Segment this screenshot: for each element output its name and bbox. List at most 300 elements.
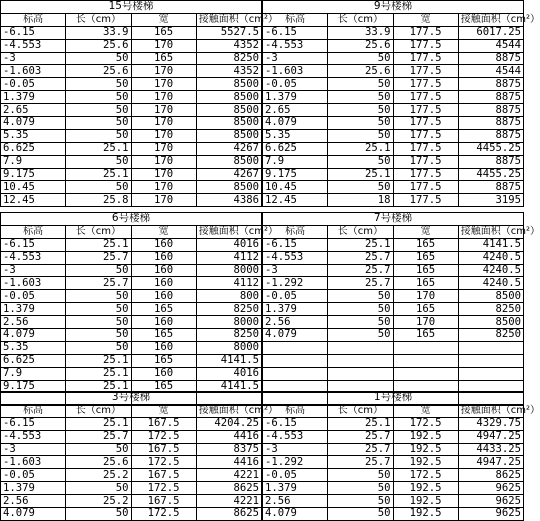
table-cell[interactable]: 8000: [196, 341, 261, 354]
table-cell[interactable]: 9625: [458, 482, 523, 495]
table-cell[interactable]: 160: [131, 238, 196, 251]
table-cell[interactable]: 50: [66, 316, 131, 329]
table-cell[interactable]: 50: [66, 264, 131, 277]
table-cell[interactable]: 165: [131, 303, 196, 316]
table-cell[interactable]: 50: [66, 104, 131, 117]
column-header[interactable]: 接触面积（cm²）: [458, 225, 523, 238]
table-cell[interactable]: 25.2: [66, 495, 131, 508]
column-header[interactable]: 长（cm）: [328, 225, 393, 238]
table-cell[interactable]: 165: [393, 277, 458, 290]
table-cell[interactable]: 4329.75: [458, 417, 523, 430]
table-cell[interactable]: 25.1: [66, 380, 131, 393]
table-cell[interactable]: 8875: [458, 181, 523, 194]
table-cell[interactable]: 800: [196, 290, 261, 303]
table-cell[interactable]: 4221: [196, 469, 261, 482]
table-cell[interactable]: 167.5: [131, 443, 196, 456]
table-cell[interactable]: 50: [328, 78, 393, 91]
table-cell[interactable]: 7.9: [1, 367, 66, 380]
table-cell[interactable]: 177.5: [393, 194, 458, 207]
table-cell[interactable]: 4416: [196, 430, 261, 443]
table-cell[interactable]: 8875: [458, 117, 523, 130]
table-cell[interactable]: 9.175: [1, 380, 66, 393]
table-cell[interactable]: 9625: [458, 508, 523, 521]
table-cell[interactable]: 170: [131, 65, 196, 78]
table-cell[interactable]: 50: [328, 329, 393, 342]
table-cell[interactable]: -4.553: [1, 39, 66, 52]
table-cell[interactable]: 4141.5: [196, 354, 261, 367]
empty-cell[interactable]: [458, 341, 523, 354]
table-cell[interactable]: 177.5: [393, 168, 458, 181]
table-cell[interactable]: 50: [66, 508, 131, 521]
table-cell[interactable]: 50: [66, 78, 131, 91]
table-row: [1, 264, 262, 277]
table-title[interactable]: 1号楼梯: [263, 392, 524, 405]
table-cell[interactable]: 50: [66, 329, 131, 342]
table-cell[interactable]: -1.292: [263, 277, 328, 290]
table-cell[interactable]: 8875: [458, 129, 523, 142]
table-cell[interactable]: 8875: [458, 91, 523, 104]
table-cell[interactable]: 8875: [458, 52, 523, 65]
table-cell[interactable]: 4352: [196, 39, 261, 52]
table-cell[interactable]: 4.079: [1, 329, 66, 342]
table-cell[interactable]: 3195: [458, 194, 523, 207]
column-header[interactable]: 标高: [1, 404, 66, 417]
table-cell[interactable]: 2.56: [1, 316, 66, 329]
table-cell[interactable]: 50: [328, 316, 393, 329]
empty-cell[interactable]: [458, 354, 523, 367]
table-cell[interactable]: -1.603: [1, 456, 66, 469]
empty-cell[interactable]: [328, 354, 393, 367]
table-cell[interactable]: 4.079: [263, 508, 328, 521]
table-cell[interactable]: 177.5: [393, 104, 458, 117]
table-cell[interactable]: 6.625: [263, 142, 328, 155]
table-cell[interactable]: 177.5: [393, 26, 458, 39]
table-cell[interactable]: 25.7: [328, 456, 393, 469]
table-cell[interactable]: 6017.25: [458, 26, 523, 39]
table-cell[interactable]: 25.1: [328, 142, 393, 155]
table-cell[interactable]: 8500: [196, 181, 261, 194]
table-cell[interactable]: 25.1: [66, 142, 131, 155]
table-cell[interactable]: 160: [131, 316, 196, 329]
table-cell[interactable]: 4016: [196, 367, 261, 380]
table-cell[interactable]: 50: [328, 290, 393, 303]
table-cell[interactable]: 1.379: [1, 91, 66, 104]
table-cell[interactable]: 170: [131, 117, 196, 130]
table-cell[interactable]: -4.553: [263, 430, 328, 443]
table-cell[interactable]: 25.6: [328, 65, 393, 78]
table-cell[interactable]: -4.553: [1, 430, 66, 443]
table-cell[interactable]: 4386: [196, 194, 261, 207]
table-cell[interactable]: 50: [328, 495, 393, 508]
table-cell[interactable]: 1.379: [1, 303, 66, 316]
table-cell[interactable]: 25.7: [328, 443, 393, 456]
table-cell[interactable]: -0.05: [263, 469, 328, 482]
empty-cell[interactable]: [393, 341, 458, 354]
table-cell[interactable]: 160: [131, 277, 196, 290]
table-cell[interactable]: 4.079: [263, 329, 328, 342]
table-cell[interactable]: 4267: [196, 168, 261, 181]
table-title[interactable]: 6号楼梯: [1, 213, 262, 226]
table-cell[interactable]: 25.1: [66, 417, 131, 430]
table-cell[interactable]: 8000: [196, 264, 261, 277]
table-cell[interactable]: 18: [328, 194, 393, 207]
table-cell[interactable]: 192.5: [393, 443, 458, 456]
table-cell[interactable]: 6.625: [1, 142, 66, 155]
table-cell[interactable]: 8500: [458, 316, 523, 329]
table-cell[interactable]: 170: [131, 181, 196, 194]
table-cell[interactable]: 8500: [196, 129, 261, 142]
table-cell[interactable]: 4.079: [263, 117, 328, 130]
table-cell[interactable]: 25.8: [66, 194, 131, 207]
table-cell[interactable]: 25.1: [328, 238, 393, 251]
table-cell[interactable]: 172.5: [393, 469, 458, 482]
table-cell[interactable]: 25.1: [66, 168, 131, 181]
column-header[interactable]: 标高: [1, 225, 66, 238]
column-header[interactable]: 长（cm）: [66, 404, 131, 417]
table-cell[interactable]: 5.35: [1, 129, 66, 142]
empty-cell[interactable]: [328, 341, 393, 354]
table-cell[interactable]: 165: [393, 264, 458, 277]
table-cell[interactable]: 4240.5: [458, 264, 523, 277]
table-cell[interactable]: 25.2: [66, 469, 131, 482]
table-cell[interactable]: 6.625: [1, 354, 66, 367]
table-cell[interactable]: 170: [131, 129, 196, 142]
table-cell[interactable]: 9.175: [1, 168, 66, 181]
table-cell[interactable]: 4544: [458, 65, 523, 78]
table-cell[interactable]: 4947.25: [458, 456, 523, 469]
table-cell[interactable]: 4240.5: [458, 277, 523, 290]
table-cell[interactable]: -1.603: [263, 65, 328, 78]
table-cell[interactable]: -6.15: [1, 417, 66, 430]
table-cell[interactable]: 8250: [458, 303, 523, 316]
table-cell[interactable]: 177.5: [393, 155, 458, 168]
table-cell[interactable]: 25.1: [328, 417, 393, 430]
table-cell[interactable]: -6.15: [263, 238, 328, 251]
table-cell[interactable]: 8250: [196, 303, 261, 316]
table-cell[interactable]: 8375: [196, 443, 261, 456]
table-cell[interactable]: -0.05: [263, 78, 328, 91]
empty-cell[interactable]: [263, 354, 328, 367]
table-cell[interactable]: 165: [131, 26, 196, 39]
table-cell[interactable]: 25.1: [328, 168, 393, 181]
empty-cell[interactable]: [458, 367, 523, 380]
table-cell[interactable]: 172.5: [131, 508, 196, 521]
column-header[interactable]: 宽: [131, 13, 196, 26]
table-row: [263, 142, 524, 155]
table-cell[interactable]: 8500: [196, 117, 261, 130]
table-cell[interactable]: 1.379: [263, 91, 328, 104]
table-cell[interactable]: 2.65: [1, 104, 66, 117]
table-cell[interactable]: 4352: [196, 65, 261, 78]
table-cell[interactable]: 25.7: [328, 430, 393, 443]
table-cell[interactable]: 25.6: [66, 65, 131, 78]
table-cell[interactable]: 8875: [458, 104, 523, 117]
table-cell[interactable]: 2.56: [263, 495, 328, 508]
table-title[interactable]: 7号楼梯: [263, 213, 524, 226]
table-cell[interactable]: 50: [66, 482, 131, 495]
column-header[interactable]: 宽: [393, 404, 458, 417]
table-cell[interactable]: 4416: [196, 456, 261, 469]
table-cell[interactable]: 170: [393, 316, 458, 329]
table-cell[interactable]: -0.05: [1, 469, 66, 482]
table-cell[interactable]: -6.15: [263, 26, 328, 39]
column-header[interactable]: 长（cm）: [328, 13, 393, 26]
empty-cell[interactable]: [393, 354, 458, 367]
table-cell[interactable]: 25.6: [66, 456, 131, 469]
table-cell[interactable]: 5.35: [263, 129, 328, 142]
table-cell[interactable]: 8625: [196, 508, 261, 521]
table-cell[interactable]: 50: [66, 129, 131, 142]
table-cell[interactable]: 177.5: [393, 91, 458, 104]
table-cell[interactable]: 170: [131, 142, 196, 155]
table-cell[interactable]: 50: [66, 91, 131, 104]
table-cell[interactable]: 8625: [458, 469, 523, 482]
table-cell[interactable]: -4.553: [263, 251, 328, 264]
table-cell[interactable]: -0.05: [1, 78, 66, 91]
column-header[interactable]: 宽: [393, 225, 458, 238]
column-header[interactable]: 宽: [131, 404, 196, 417]
table-cell[interactable]: 4947.25: [458, 430, 523, 443]
column-header[interactable]: 接触面积（cm²）: [196, 404, 261, 417]
table-cell[interactable]: 165: [131, 380, 196, 393]
table-cell[interactable]: 8500: [196, 78, 261, 91]
table-cell[interactable]: 165: [131, 52, 196, 65]
table-cell[interactable]: 8875: [458, 155, 523, 168]
table-cell[interactable]: 12.45: [1, 194, 66, 207]
table-cell[interactable]: 50: [328, 129, 393, 142]
table-cell[interactable]: 172.5: [131, 456, 196, 469]
table-cell[interactable]: 25.6: [328, 39, 393, 52]
table-cell[interactable]: 160: [131, 290, 196, 303]
table-cell[interactable]: 165: [393, 251, 458, 264]
table-cell[interactable]: 50: [66, 443, 131, 456]
table-cell[interactable]: 50: [66, 303, 131, 316]
table-cell[interactable]: -6.15: [263, 417, 328, 430]
empty-cell[interactable]: [263, 341, 328, 354]
table-cell[interactable]: 50: [66, 52, 131, 65]
column-header[interactable]: 接触面积（cm²）: [458, 404, 523, 417]
table-cell[interactable]: 170: [131, 39, 196, 52]
table-cell[interactable]: 4455.25: [458, 142, 523, 155]
table-cell[interactable]: 50: [328, 508, 393, 521]
table-cell[interactable]: 192.5: [393, 430, 458, 443]
table-cell[interactable]: 4141.5: [196, 380, 261, 393]
table-cell[interactable]: 50: [328, 104, 393, 117]
table-cell[interactable]: 25.1: [66, 354, 131, 367]
table-cell[interactable]: -3: [263, 52, 328, 65]
empty-cell[interactable]: [263, 367, 328, 380]
table-cell[interactable]: 170: [131, 91, 196, 104]
table-cell[interactable]: -0.05: [263, 290, 328, 303]
table-cell[interactable]: 50: [328, 303, 393, 316]
table-cell[interactable]: 177.5: [393, 52, 458, 65]
table-cell[interactable]: 177.5: [393, 117, 458, 130]
table-cell[interactable]: 25.7: [66, 251, 131, 264]
table-cell[interactable]: 192.5: [393, 456, 458, 469]
table-cell[interactable]: 2.56: [1, 495, 66, 508]
table-title[interactable]: 9号楼梯: [263, 1, 524, 14]
table-cell[interactable]: 7.9: [263, 155, 328, 168]
table-cell[interactable]: 170: [131, 155, 196, 168]
column-header[interactable]: 标高: [263, 13, 328, 26]
table-cell[interactable]: 8875: [458, 78, 523, 91]
table-cell[interactable]: 50: [328, 155, 393, 168]
table-cell[interactable]: 50: [66, 181, 131, 194]
table-cell[interactable]: 50: [66, 341, 131, 354]
table-cell[interactable]: 8500: [196, 155, 261, 168]
table-cell[interactable]: 12.45: [263, 194, 328, 207]
table-cell[interactable]: 25.6: [66, 39, 131, 52]
table-cell[interactable]: 10.45: [263, 181, 328, 194]
table-cell[interactable]: -6.15: [1, 238, 66, 251]
table-cell[interactable]: 50: [328, 469, 393, 482]
column-header[interactable]: 标高: [263, 225, 328, 238]
table-cell[interactable]: 165: [393, 329, 458, 342]
table-cell[interactable]: -1.603: [1, 65, 66, 78]
table-cell[interactable]: 192.5: [393, 508, 458, 521]
table-cell[interactable]: 160: [131, 367, 196, 380]
table-cell[interactable]: 4.079: [1, 117, 66, 130]
table-cell[interactable]: 172.5: [393, 417, 458, 430]
table-cell[interactable]: 8500: [196, 91, 261, 104]
table-cell[interactable]: 1.379: [263, 482, 328, 495]
table-cell[interactable]: 170: [131, 194, 196, 207]
table-cell[interactable]: -3: [1, 443, 66, 456]
table-cell[interactable]: 5527.5: [196, 26, 261, 39]
column-header[interactable]: 标高: [1, 13, 66, 26]
table-cell[interactable]: 8250: [196, 329, 261, 342]
table-cell[interactable]: 33.9: [66, 26, 131, 39]
column-header[interactable]: 接触面积（cm²）: [196, 13, 261, 26]
table-cell[interactable]: 4112: [196, 251, 261, 264]
table-cell[interactable]: -3: [263, 264, 328, 277]
table-cell[interactable]: -3: [1, 264, 66, 277]
table-cell[interactable]: 4204.25: [196, 417, 261, 430]
table-cell[interactable]: 167.5: [131, 495, 196, 508]
table-cell[interactable]: 172.5: [131, 430, 196, 443]
table-cell[interactable]: 50: [328, 52, 393, 65]
table-cell[interactable]: 165: [131, 329, 196, 342]
table-cell[interactable]: 177.5: [393, 65, 458, 78]
column-header[interactable]: 接触面积（cm²）: [458, 13, 523, 26]
table-cell[interactable]: 25.1: [66, 367, 131, 380]
table-cell[interactable]: 50: [66, 290, 131, 303]
table-cell[interactable]: 50: [328, 91, 393, 104]
table-cell[interactable]: -3: [1, 52, 66, 65]
table-cell[interactable]: 160: [131, 251, 196, 264]
table-cell[interactable]: 177.5: [393, 129, 458, 142]
column-header[interactable]: 宽: [131, 225, 196, 238]
table-cell[interactable]: 8500: [196, 104, 261, 117]
table-cell[interactable]: 165: [393, 238, 458, 251]
table-cell[interactable]: 4221: [196, 495, 261, 508]
table-cell[interactable]: 50: [328, 181, 393, 194]
table-cell[interactable]: 5.35: [1, 341, 66, 354]
table-cell[interactable]: -4.553: [1, 251, 66, 264]
table-cell[interactable]: 177.5: [393, 142, 458, 155]
table-cell[interactable]: 2.65: [263, 104, 328, 117]
table-cell[interactable]: 8250: [458, 329, 523, 342]
column-header[interactable]: 标高: [263, 404, 328, 417]
table-cell[interactable]: 167.5: [131, 417, 196, 430]
table-cell[interactable]: 170: [131, 168, 196, 181]
table-cell[interactable]: 1.379: [263, 303, 328, 316]
column-header[interactable]: 长（cm）: [66, 225, 131, 238]
table-cell[interactable]: 4267: [196, 142, 261, 155]
table-title[interactable]: 3号楼梯: [1, 392, 262, 405]
table-cell[interactable]: 50: [66, 117, 131, 130]
table-cell[interactable]: 177.5: [393, 181, 458, 194]
table-cell[interactable]: 172.5: [131, 482, 196, 495]
table-cell[interactable]: 25.7: [66, 430, 131, 443]
table-cell[interactable]: 177.5: [393, 78, 458, 91]
table-title[interactable]: 15号楼梯: [1, 1, 262, 14]
column-header[interactable]: 长（cm）: [66, 13, 131, 26]
table-cell[interactable]: 160: [131, 264, 196, 277]
table-cell[interactable]: 4433.25: [458, 443, 523, 456]
table-cell[interactable]: 8000: [196, 316, 261, 329]
empty-cell[interactable]: [328, 367, 393, 380]
table-cell[interactable]: -0.05: [1, 290, 66, 303]
table-cell[interactable]: 170: [131, 104, 196, 117]
table-cell[interactable]: 4.079: [1, 508, 66, 521]
table-cell[interactable]: 7.9: [1, 155, 66, 168]
table-cell[interactable]: 50: [328, 482, 393, 495]
table-cell[interactable]: 25.1: [66, 238, 131, 251]
table-cell[interactable]: 160: [131, 341, 196, 354]
column-header[interactable]: 宽: [393, 13, 458, 26]
table-cell[interactable]: 165: [393, 303, 458, 316]
table-cell[interactable]: 9.175: [263, 168, 328, 181]
column-header[interactable]: 接触面积（cm²）: [196, 225, 261, 238]
table-cell[interactable]: 8625: [196, 482, 261, 495]
table-cell[interactable]: 4112: [196, 277, 261, 290]
table-cell[interactable]: 50: [66, 155, 131, 168]
table-cell[interactable]: 8250: [196, 52, 261, 65]
column-header[interactable]: 长（cm）: [328, 404, 393, 417]
table-cell[interactable]: 25.7: [328, 264, 393, 277]
table-cell[interactable]: 8500: [458, 290, 523, 303]
table-cell[interactable]: 25.7: [328, 251, 393, 264]
table-cell[interactable]: -1.292: [263, 456, 328, 469]
table-cell[interactable]: -6.15: [1, 26, 66, 39]
table-cell[interactable]: 33.9: [328, 26, 393, 39]
table-cell[interactable]: 4455.25: [458, 168, 523, 181]
table-cell[interactable]: 4240.5: [458, 251, 523, 264]
table-cell[interactable]: 165: [131, 354, 196, 367]
table-cell[interactable]: 25.7: [328, 277, 393, 290]
table-cell[interactable]: 25.7: [66, 277, 131, 290]
table-cell[interactable]: 177.5: [393, 39, 458, 52]
table-cell[interactable]: 4141.5: [458, 238, 523, 251]
table-cell[interactable]: 10.45: [1, 181, 66, 194]
table-cell[interactable]: 2.56: [263, 316, 328, 329]
table-cell[interactable]: 192.5: [393, 495, 458, 508]
table-cell[interactable]: 192.5: [393, 482, 458, 495]
table-cell[interactable]: -4.553: [263, 39, 328, 52]
table-cell[interactable]: 9625: [458, 495, 523, 508]
table-cell[interactable]: 170: [131, 78, 196, 91]
empty-cell[interactable]: [393, 367, 458, 380]
table-cell[interactable]: 170: [393, 290, 458, 303]
table-cell[interactable]: 4016: [196, 238, 261, 251]
table-cell[interactable]: 50: [328, 117, 393, 130]
table-cell[interactable]: 167.5: [131, 469, 196, 482]
table-cell[interactable]: -3: [263, 443, 328, 456]
table-cell[interactable]: 1.379: [1, 482, 66, 495]
table-cell[interactable]: 4544: [458, 39, 523, 52]
table-cell[interactable]: -1.603: [1, 277, 66, 290]
